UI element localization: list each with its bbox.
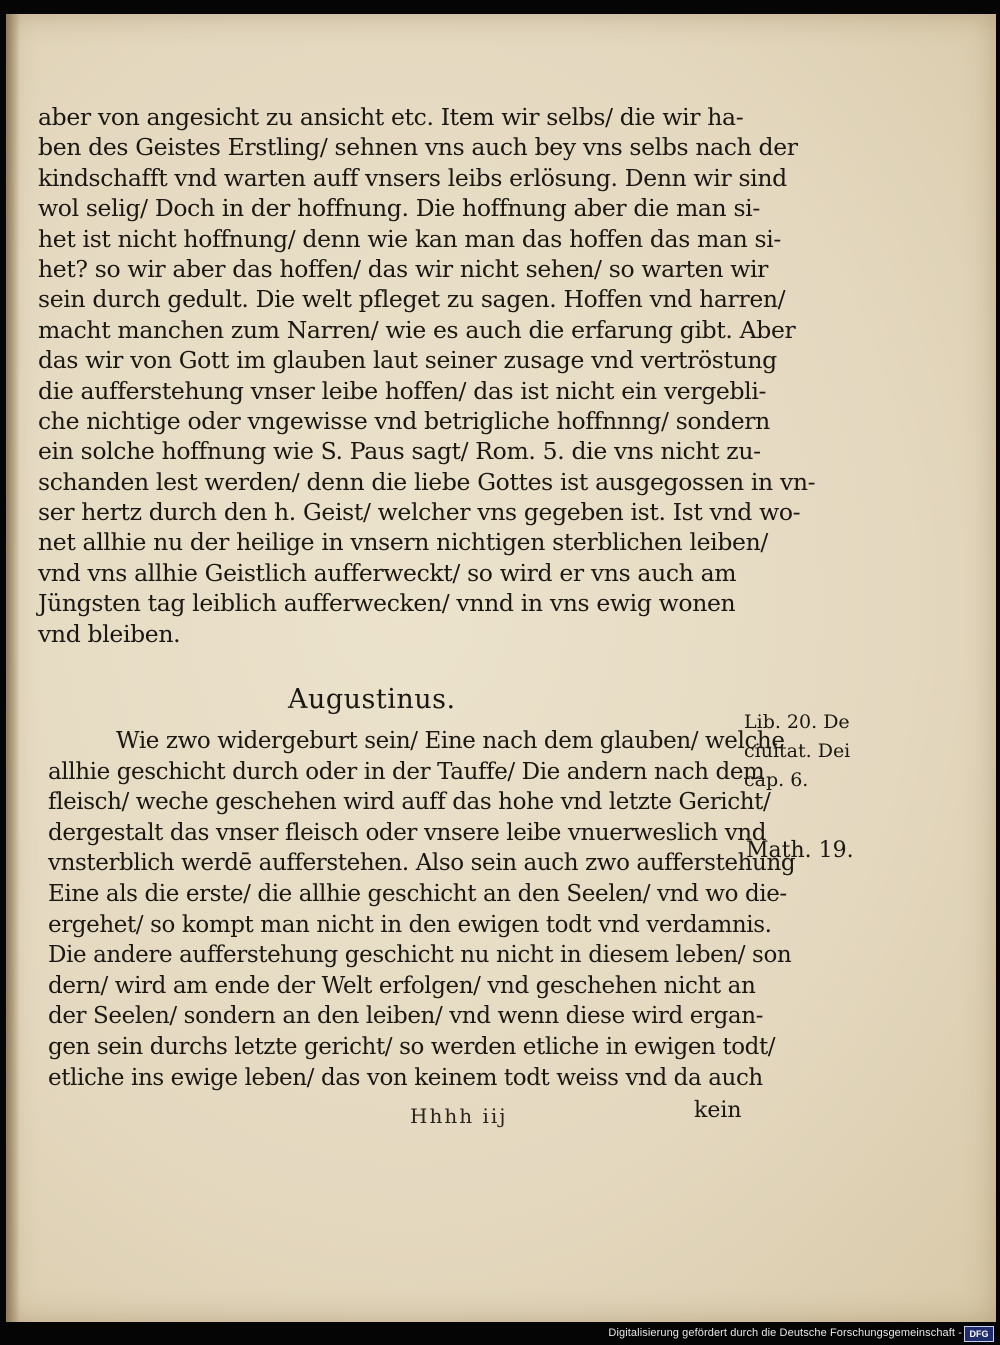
dfg-logo-icon: DFG: [964, 1326, 994, 1342]
footer-credit: Digitalisierung gefördert durch die Deutsche Forschungsgemeinschaft -: [608, 1327, 962, 1339]
text-line: vnd bleiben.: [38, 619, 181, 648]
text-line: sein durch gedult. Die welt pfleget zu sagen. Hoffen vnd harren/: [38, 285, 786, 314]
text-line: der Seelen/ sondern an den leiben/ vnd wenn diese wird ergan-: [48, 1003, 763, 1030]
text-line: ein solche hoffnung wie S. Paus sagt/ Rom. 5. die vns nicht zu-: [38, 437, 761, 466]
text-line: Eine als die erste/ die allhie geschicht an den Seelen/ vnd wo die-: [48, 880, 787, 907]
text-line: het ist nicht hoffnung/ denn wie kan man das hoffen das man si-: [38, 224, 781, 253]
text-line: che nichtige oder vngewisse vnd betrigliche hoffnnng/ sondern: [38, 406, 770, 435]
text-line: macht manchen zum Narren/ wie es auch die erfarung gibt. Aber: [38, 315, 796, 344]
text-line: vnsterblich werdē aufferstehen. Also sein auch zwo aufferstehung: [48, 850, 796, 877]
text-line: Jüngsten tag leiblich aufferwecken/ vnnd in vns ewig wonen: [38, 589, 736, 618]
footer-bar: [0, 1322, 1000, 1345]
text-line: allhie geschicht durch oder in der Tauffe/ Die andern nach dem: [48, 758, 765, 785]
text-line: vnd vns allhie Geistlich aufferweckt/ so wird er vns auch am: [38, 558, 737, 587]
margin-note-line: Lib. 20. De: [744, 711, 850, 733]
text-line: ser hertz durch den h. Geist/ welcher vns gegeben ist. Ist vnd wo-: [38, 498, 801, 527]
main-text-block: [38, 102, 816, 649]
text-line: ben des Geistes Erstling/ sehnen vns auch bey vns selbs nach der: [38, 133, 798, 162]
signature-mark: Hhhh iij: [410, 1104, 508, 1128]
text-line: gen sein durchs letzte gericht/ so werden etliche in ewigen todt/: [48, 1033, 776, 1060]
text-line: schanden lest werden/ denn die liebe Gottes ist ausgegossen in vn-: [38, 467, 816, 496]
text-line: Wie zwo widergeburt sein/ Eine nach dem glauben/ welche: [116, 728, 785, 754]
margin-reference: Math. 19.: [746, 838, 854, 863]
catchword: kein: [694, 1098, 742, 1123]
text-line: dergestalt das vnser fleisch oder vnsere leibe vnuerweslich vnd: [48, 819, 767, 846]
text-line: Die andere aufferstehung geschicht nu nicht in diesem leben/ son: [48, 942, 792, 969]
page-gutter-shadow: [6, 14, 20, 1322]
margin-note: [744, 708, 874, 795]
text-line: aber von angesicht zu ansicht etc. Item wir selbs/ die wir ha-: [38, 103, 744, 131]
text-line: etliche ins ewige leben/ das von keinem todt weiss vnd da auch: [48, 1064, 763, 1091]
text-line: ergehet/ so kompt man nicht in den ewigen todt vnd verdamnis.: [48, 911, 772, 938]
text-line: wol selig/ Doch in der hoffnung. Die hoffnung aber die man si-: [38, 194, 760, 223]
text-line: net allhie nu der heilige in vnsern nichtigen sterblichen leiben/: [38, 528, 768, 557]
text-line: fleisch/ weche geschehen wird auff das hohe vnd letzte Gericht/: [48, 789, 771, 816]
text-line: dern/ wird am ende der Welt erfolgen/ vnd geschehen nicht an: [48, 972, 756, 999]
text-line: die aufferstehung vnser leibe hoffen/ das ist nicht ein vergebli-: [38, 376, 767, 405]
margin-note-line: cap. 6.: [744, 769, 809, 791]
text-line: het? so wir aber das hoffen/ das wir nicht sehen/ so warten wir: [38, 254, 769, 283]
text-line: kindschafft vnd warten auff vnsers leibs erlösung. Denn wir sind: [38, 163, 787, 192]
text-line: das wir von Gott im glauben laut seiner zusage vnd vertröstung: [38, 346, 777, 375]
section-heading: Augustinus.: [288, 684, 456, 715]
margin-note-line: ciuitat. Dei: [744, 740, 851, 762]
